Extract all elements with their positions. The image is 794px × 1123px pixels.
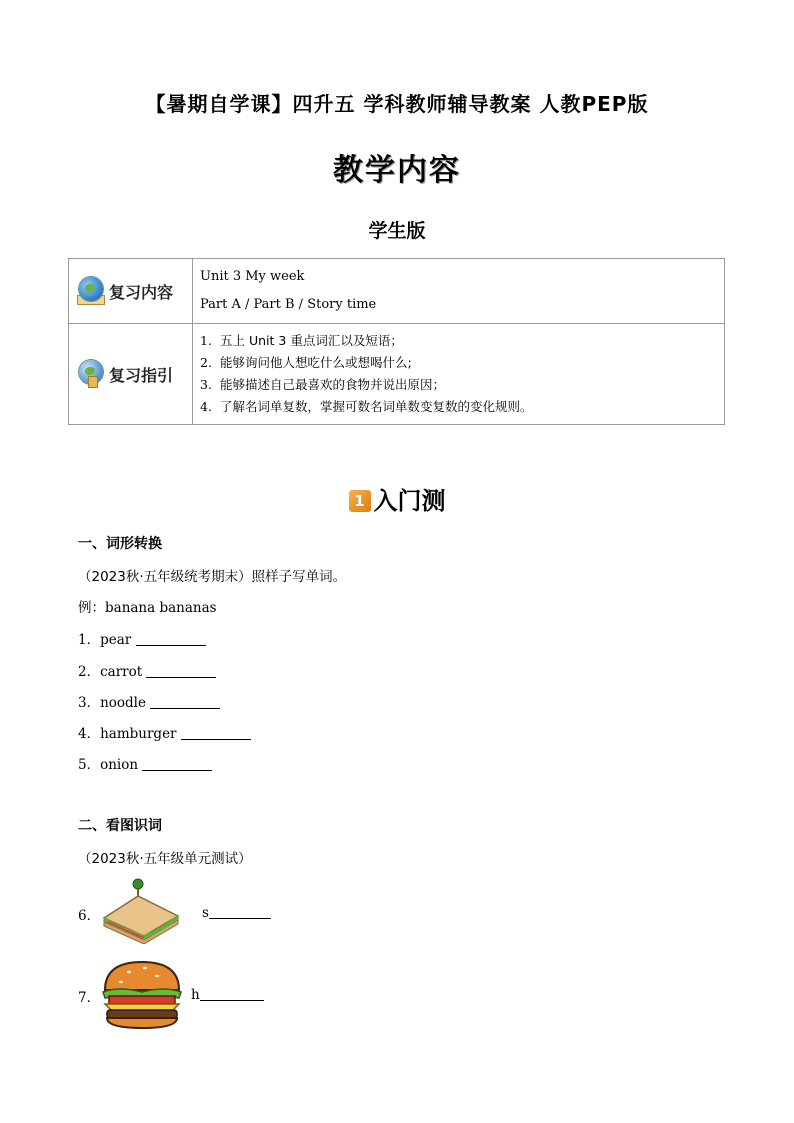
document-header-title: 【暑期自学课】四升五 学科教师辅导教案 人教PEP版 (145, 92, 649, 116)
part1-source: （2023秋·五年级统考期末）照样子写单词。 (78, 569, 347, 585)
answer-blank[interactable] (136, 631, 206, 646)
entry-test-title: 入门测 (373, 487, 446, 515)
review-content-label: 复习内容 (109, 282, 174, 302)
edition-subtitle: 学生版 (368, 220, 426, 242)
review-row-guide (69, 324, 725, 425)
guide-item: 3. 能够描述自己最喜欢的食物并说出原因； (200, 377, 446, 392)
parts-line: Part A / Part B / Story time (200, 297, 377, 312)
answer-blank[interactable] (150, 694, 220, 709)
review-guide-header (69, 324, 193, 425)
question-item: 4．hamburger (78, 722, 251, 742)
question-item: 3．noodle (78, 691, 220, 711)
answer-blank[interactable] (209, 904, 271, 919)
review-row-content (69, 259, 725, 324)
answer-blank[interactable] (200, 986, 264, 1001)
guide-item: 4. 了解名词单复数，掌握可数名词单数变复数的变化规则。 (200, 399, 533, 414)
main-title: 教学内容 (333, 153, 461, 188)
review-content-header (69, 259, 193, 324)
picture-question-7: 7． (78, 990, 101, 1006)
question-item: 5．onion (78, 753, 212, 773)
answer-blank[interactable] (146, 663, 216, 678)
review-guide-label: 复习指引 (109, 365, 174, 385)
question-item: 1．pear (78, 628, 206, 648)
guide-item: 2. 能够询问他人想吃什么或想喝什么; (200, 355, 412, 370)
review-guide-cell (193, 324, 725, 425)
sandwich-image (98, 878, 184, 944)
question-item: 2．carrot (78, 660, 216, 680)
part1-heading: 一、词形转换 (78, 536, 162, 552)
part2-source: （2023秋·五年级单元测试） (78, 851, 252, 867)
guide-item: 1. 五上 Unit 3 重点词汇以及短语； (200, 333, 403, 348)
picture-question-6: 6． (78, 908, 101, 924)
number-one-badge-icon: 1 (349, 490, 371, 512)
entry-test-heading (0, 481, 794, 516)
review-table (68, 258, 725, 425)
unit-line: Unit 3 My week (200, 269, 305, 284)
answer-blank[interactable] (181, 725, 251, 740)
picture-answer-7: h (191, 986, 264, 1003)
globe-book-icon (79, 277, 105, 305)
picture-answer-6: s (202, 904, 271, 921)
hamburger-image (99, 958, 185, 1030)
review-content-cell (193, 259, 725, 324)
globe-key-icon (79, 360, 105, 388)
answer-blank[interactable] (142, 756, 212, 771)
part1-example: 例：banana bananas (78, 600, 217, 616)
part2-heading: 二、看图识词 (78, 818, 162, 834)
